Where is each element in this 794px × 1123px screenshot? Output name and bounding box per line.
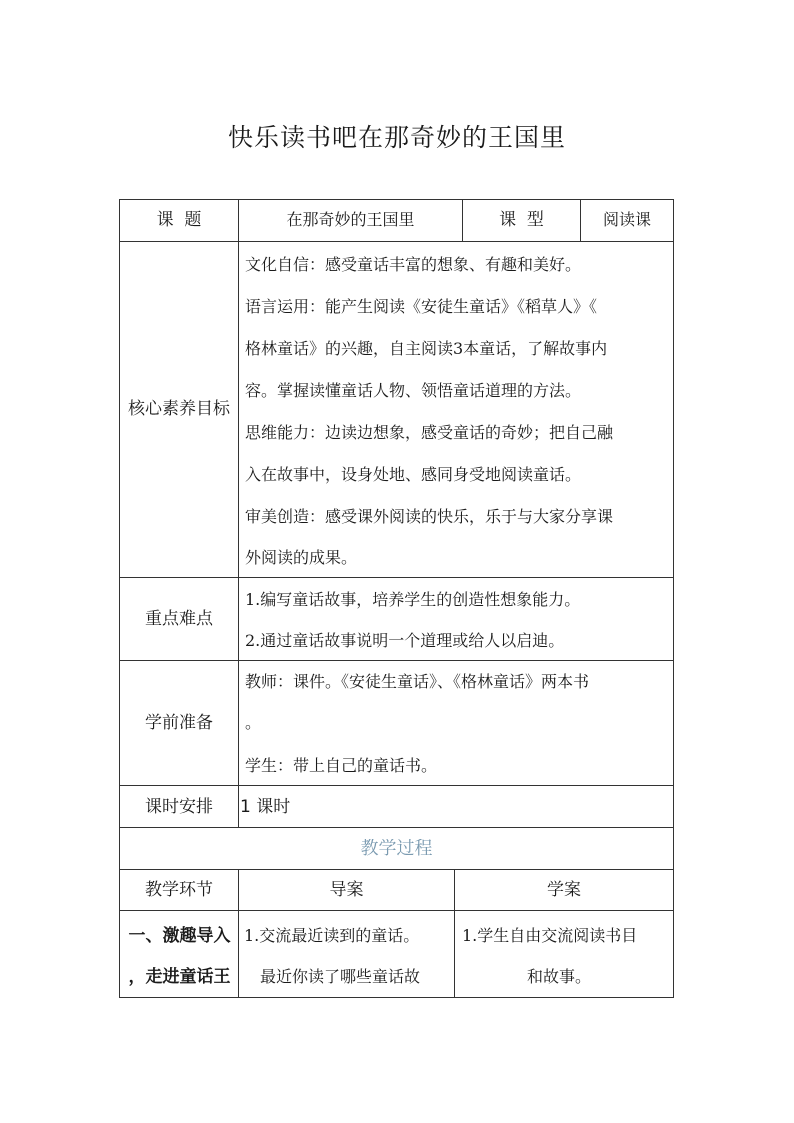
col-stage-header: 教学环节 bbox=[145, 880, 213, 900]
goals-line: 入在故事中，设身处地、感同身受地阅读童话。 bbox=[245, 465, 582, 484]
study-cell: 1.学生自由交流阅读书目 bbox=[462, 926, 638, 945]
study-cell: 和故事。 bbox=[527, 967, 592, 986]
key-points-line: 2.通过童话故事说明一个道理或给人以启迪。 bbox=[245, 631, 565, 650]
schedule-value: 1 课时 bbox=[240, 797, 291, 817]
type-value: 阅读课 bbox=[602, 210, 651, 229]
topic-label: 课 题 bbox=[156, 210, 202, 230]
page-title: 快乐读书吧在那奇妙的王国里 bbox=[227, 123, 566, 152]
goals-line: 文化自信：感受童话丰富的想象、有趣和美好。 bbox=[245, 255, 582, 274]
preparation-line: 学生：带上自己的童话书。 bbox=[245, 756, 438, 775]
stage-cell: ，走进童话王 bbox=[128, 967, 231, 987]
preparation-label: 学前准备 bbox=[145, 713, 213, 733]
guide-cell: 最近你读了哪些童话故 bbox=[260, 967, 421, 986]
preparation-line: 。 bbox=[245, 713, 262, 732]
guide-cell: 1.交流最近读到的童话。 bbox=[244, 926, 420, 945]
topic-value: 在那奇妙的王国里 bbox=[286, 210, 415, 229]
col-study-header: 学案 bbox=[547, 880, 581, 900]
schedule-label: 课时安排 bbox=[145, 797, 213, 817]
key-points-label: 重点难点 bbox=[145, 609, 213, 629]
goals-line: 审美创造：感受课外阅读的快乐，乐于与大家分享课 bbox=[245, 507, 614, 526]
stage-cell: 一、激趣导入 bbox=[128, 926, 231, 946]
goals-line: 容。掌握读懂童话人物、领悟童话道理的方法。 bbox=[245, 381, 582, 400]
goals-label: 核心素养目标 bbox=[128, 399, 230, 419]
goals-line: 语言运用：能产生阅读《安徒生童话》《稻草人》《 bbox=[245, 297, 598, 316]
goals-line: 思维能力：边读边想象，感受童话的奇妙；把自己融 bbox=[245, 423, 614, 442]
teaching-process-heading: 教学过程 bbox=[360, 839, 433, 859]
key-points-line: 1.编写童话故事，培养学生的创造性想象能力。 bbox=[245, 590, 581, 609]
type-label: 课 型 bbox=[499, 210, 544, 230]
goals-line: 格林童话》的兴趣，自主阅读3本童话，了解故事内 bbox=[245, 339, 608, 358]
goals-line: 外阅读的成果。 bbox=[245, 548, 358, 567]
preparation-line: 教师：课件。《安徒生童话》、《格林童话》两本书 bbox=[245, 672, 590, 691]
col-guide-header: 导案 bbox=[329, 880, 364, 900]
